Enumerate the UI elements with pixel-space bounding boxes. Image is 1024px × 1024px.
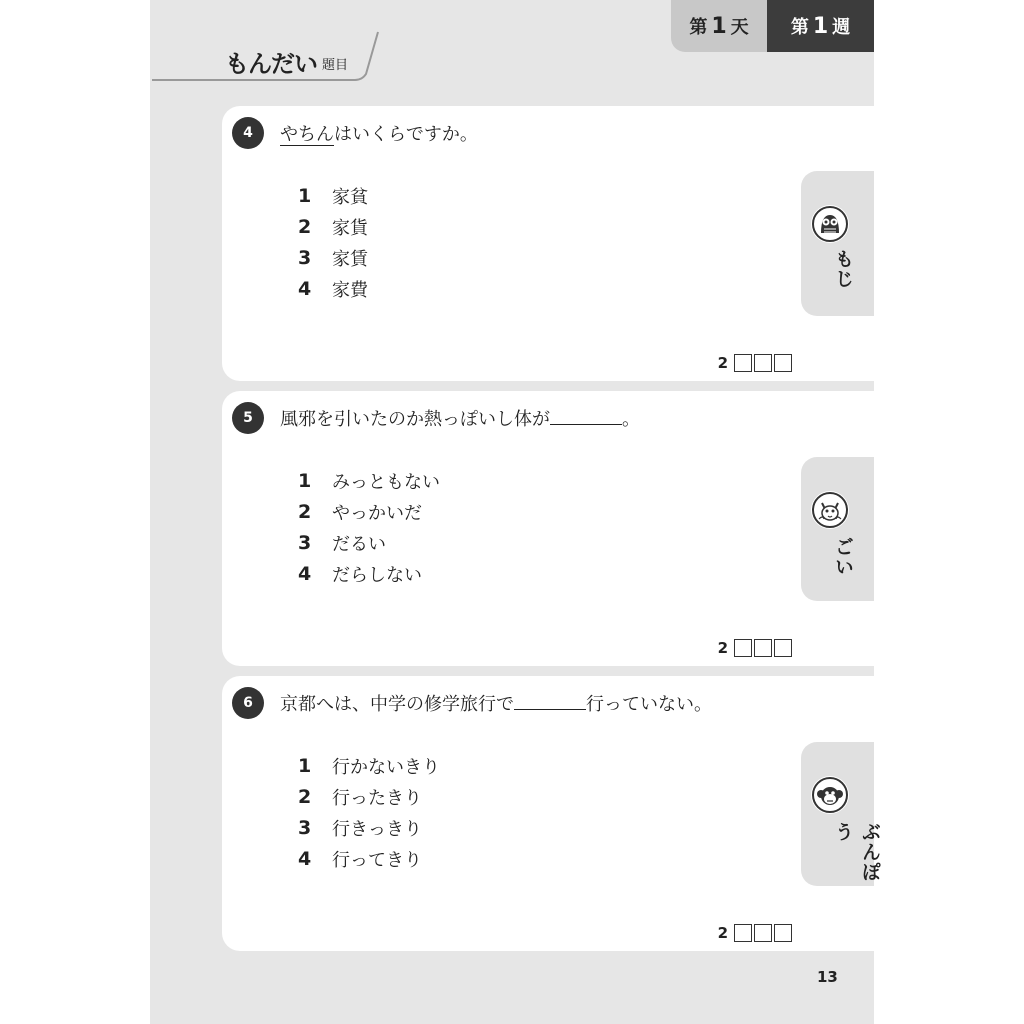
answer-box[interactable] — [754, 924, 772, 942]
side-label: ごい — [832, 537, 854, 577]
answer-box[interactable] — [774, 639, 792, 657]
option-4[interactable]: 4 だらしない — [298, 562, 422, 586]
score-boxes: 2 — [718, 639, 792, 657]
answer-box[interactable] — [774, 924, 792, 942]
answer-box[interactable] — [734, 354, 752, 372]
side-tab-goi — [801, 457, 874, 601]
section-title: もんだい — [225, 50, 317, 78]
squirrel-icon — [811, 491, 849, 529]
answer-box[interactable] — [734, 924, 752, 942]
question-card-6 — [222, 676, 874, 951]
question-card-4 — [222, 106, 874, 381]
option-list — [298, 465, 440, 589]
page-number: 13 — [817, 968, 838, 986]
option-3[interactable]: 3 だるい — [298, 531, 386, 555]
option-2[interactable]: 2 行ったきり — [298, 785, 422, 809]
option-1[interactable]: 1 みっともない — [298, 469, 440, 493]
score-boxes: 2 — [718, 924, 792, 942]
owl-icon — [811, 205, 849, 243]
question-card-5 — [222, 391, 874, 666]
monkey-icon — [811, 776, 849, 814]
option-3[interactable]: 3 家賃 — [298, 246, 368, 270]
day-tab: 第 1 天 — [671, 0, 767, 52]
question-text: やちんはいくらですか。 — [280, 124, 478, 145]
answer-box[interactable] — [754, 354, 772, 372]
side-label: ぶんぽう — [832, 822, 881, 882]
answer-box[interactable] — [734, 639, 752, 657]
week-tab: 第 1 週 — [767, 0, 874, 52]
side-label: もじ — [832, 249, 854, 289]
question-number: 4 — [232, 117, 264, 149]
option-list — [298, 180, 368, 304]
option-list — [298, 750, 440, 874]
answer-box[interactable] — [774, 354, 792, 372]
side-tab-bunpou — [801, 742, 881, 886]
answer-blank — [514, 695, 586, 710]
score-boxes: 2 — [718, 354, 792, 372]
option-1[interactable]: 1 行かないきり — [298, 754, 440, 778]
answer-box[interactable] — [754, 639, 772, 657]
option-1[interactable]: 1 家貧 — [298, 184, 368, 208]
option-3[interactable]: 3 行きっきり — [298, 816, 422, 840]
question-number: 5 — [232, 402, 264, 434]
question-number: 6 — [232, 687, 264, 719]
option-4[interactable]: 4 行ってきり — [298, 847, 422, 871]
question-text: 風邪を引いたのか熱っぽいし体が 。 — [280, 409, 640, 430]
option-4[interactable]: 4 家費 — [298, 277, 368, 301]
section-subtitle: 題目 — [322, 58, 349, 73]
answer-blank — [550, 410, 622, 425]
question-text: 京都へは、中学の修学旅行で 行っていない。 — [280, 694, 712, 715]
option-2[interactable]: 2 やっかいだ — [298, 500, 422, 524]
option-2[interactable]: 2 家貨 — [298, 215, 368, 239]
side-tab-moji — [801, 171, 874, 316]
